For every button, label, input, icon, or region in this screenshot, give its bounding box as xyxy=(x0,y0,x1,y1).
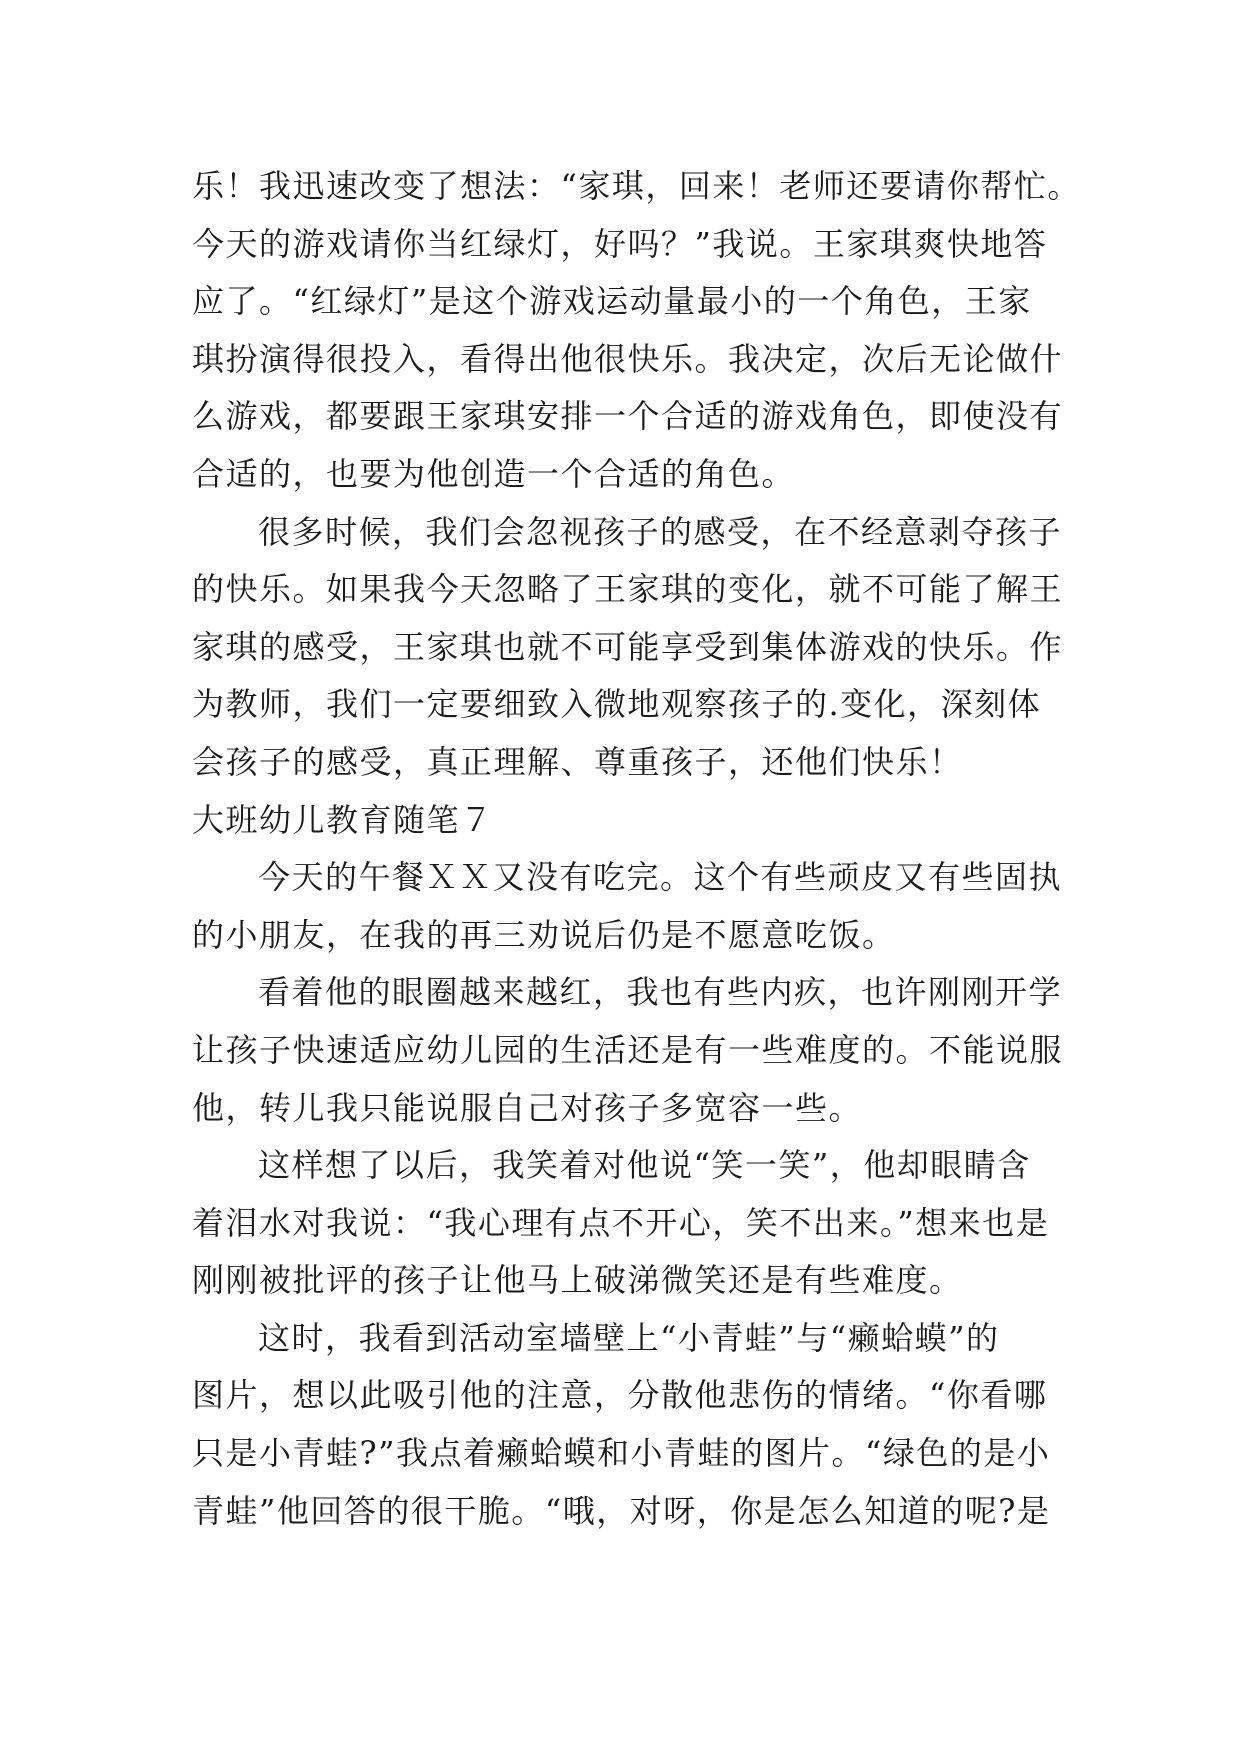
text-line: 会孩子的感受，真正理解、尊重孩子，还他们快乐！ xyxy=(192,742,963,781)
text-line: 为教师，我们一定要细致入微地观察孩子的.变化，深刻体 xyxy=(192,685,1042,724)
text-line: 琪扮演得很投入，看得出他很快乐。我决定，次后无论做什 xyxy=(192,339,1064,378)
text-line: 很多时候，我们会忽视孩子的感受，在不经意剥夺孩子 xyxy=(258,512,1063,551)
text-line: 刚刚被批评的孩子让他马上破涕微笑还是有些难度。 xyxy=(192,1261,963,1300)
text-line: 着泪水对我说：“我心理有点不开心，笑不出来。”想来也是 xyxy=(192,1203,1050,1242)
text-line: 让孩子快速适应幼儿园的生活还是有一些难度的。不能说服 xyxy=(192,1030,1064,1069)
text-line: 今天的游戏请你当红绿灯，好吗？”我说。王家琪爽快地答 xyxy=(192,224,1048,263)
text-line: 看着他的眼圈越来越红，我也有些内疚，也许刚刚开学 xyxy=(258,973,1063,1012)
text-line: 应了。“红绿灯”是这个游戏运动量最小的一个角色，王家 xyxy=(192,282,1032,321)
text-line: 的快乐。如果我今天忽略了王家琪的变化，就不可能了解王 xyxy=(192,570,1064,609)
text-line: 大班幼儿教育随笔７ xyxy=(192,800,494,839)
text-line: 的小朋友，在我的再三劝说后仍是不愿意吃饭。 xyxy=(192,915,896,954)
document-body xyxy=(192,158,1081,1540)
text-line: 合适的，也要为他创造一个合适的角色。 xyxy=(192,454,796,493)
text-line: 这时，我看到活动室墙壁上“小青蛙”与“癞蛤蟆”的 xyxy=(258,1318,1000,1357)
text-line: 么游戏，都要跟王家琪安排一个合适的游戏角色，即使没有 xyxy=(192,397,1064,436)
text-line: 这样想了以后，我笑着对他说“笑一笑”，他却眼睛含 xyxy=(258,1146,1031,1185)
text-line: 今天的午餐ＸＸ又没有吃完。这个有些顽皮又有些固执 xyxy=(258,858,1063,897)
text-line: 青蛙”他回答的很干脆。“哦，对呀，你是怎么知道的呢?是 xyxy=(192,1491,1051,1530)
text-line: 家琪的感受，王家琪也就不可能享受到集体游戏的快乐。作 xyxy=(192,627,1064,666)
text-line: 图片，想以此吸引他的注意，分散他悲伤的情绪。“你看哪 xyxy=(192,1376,1048,1415)
text-line: 只是小青蛙?”我点着癞蛤蟆和小青蛙的图片。“绿色的是小 xyxy=(192,1434,1051,1473)
text-line: 乐！我迅速改变了想法：“家琪，回来！老师还要请你帮忙。 xyxy=(192,167,1081,205)
text-line: 他，转儿我只能说服自己对孩子多宽容一些。 xyxy=(192,1088,863,1127)
